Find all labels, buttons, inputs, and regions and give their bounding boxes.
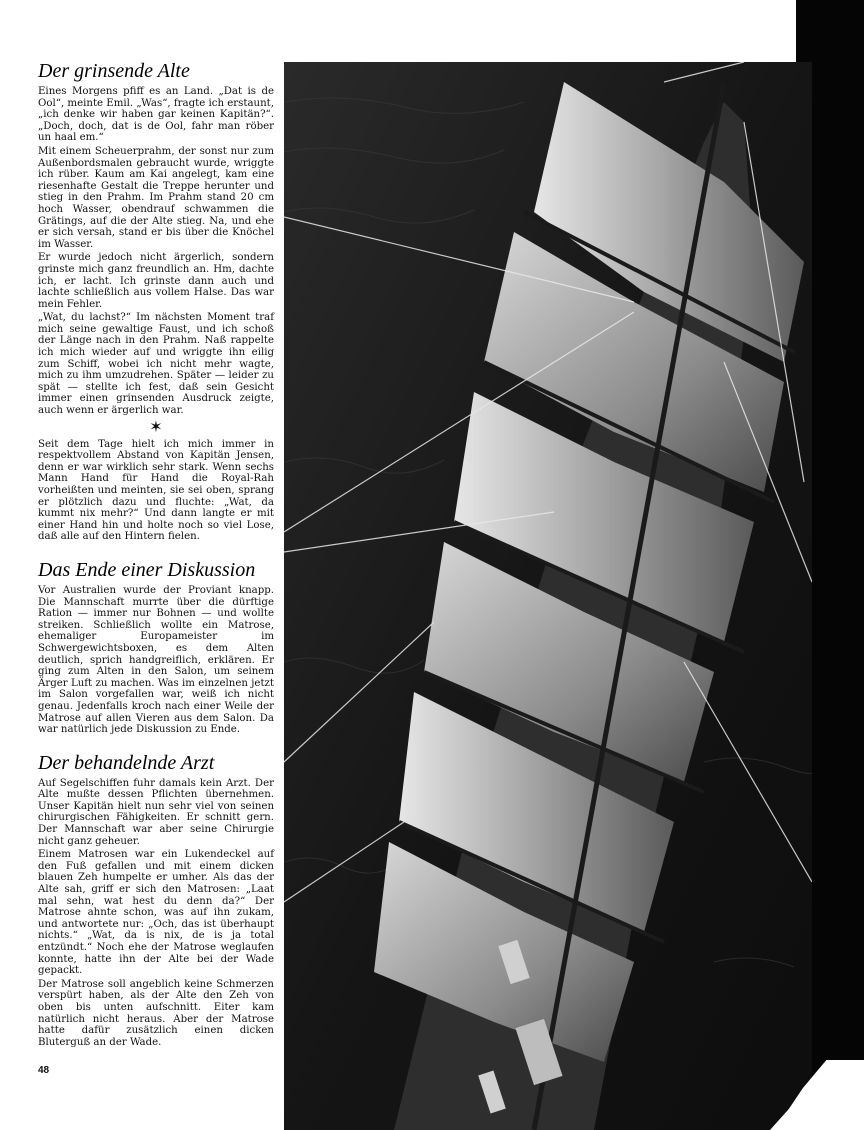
paragraph: Seit dem Tage hielt ich mich immer in respektvollem Abstand von Kapitän Jensen, denn er war wirklich sehr stark. Wenn sechs Mann Hand für Hand die Royal-Rah vorheißten und meinten, sie sei oben, sprang er plötzlich dazu und fluchte: „Wat, da kummt nix mehr?“ Und dann langte er mit einer Hand hin und holte noch so viel Lose, daß alle auf den Hintern fielen.: [38, 438, 274, 543]
paragraph: Mit einem Scheuerprahm, der sonst nur zum Außenbordsmalen gebraucht wurde, wriggte ich rüber. Kaum am Kai angelegt, kam eine riesenhafte Gestalt die Treppe herunter und stieg in den Prahm. Im Prahm stand 20 cm hoch Wasser, obendrauf schwammen die Grätings, auf die der Alte stieg. Na, und ehe er sich versah, stand er bis über die Knöchel im Wasser.: [38, 145, 274, 250]
paragraph: Einem Matrosen war ein Lukendeckel auf den Fuß gefallen und mit einem dicken blauen Zeh humpelte er umher. Als das der Alte sah, griff er sich den Matrosen: „Laat mal sehn, wat hest du denn da?“ Der Matrose ahnte schon, was auf ihn zukam, und antwortete nur: „Och, das ist überhaupt nichts.“ „Wat, da is nix, de is ja total entzündt.“ Noch ehe der Matrose weglaufen konnte, hatte ihn der Alte bei der Wade gepackt.: [38, 849, 274, 977]
ship-illustration: [284, 62, 812, 1130]
sailing-ship-photo: [284, 62, 812, 1130]
section-der-behandelnde-arzt: [38, 752, 274, 1049]
paragraph: Er wurde jedoch nicht ärgerlich, sondern grinste mich ganz freundlich an. Hm, dachte ich, er lacht. Ich grinste dann auch und lachte schließlich aus vollem Halse. Das war mein Fehler.: [38, 252, 274, 310]
paragraph: Eines Morgens pfiff es an Land. „Dat is de Ool“, meinte Emil. „Was“, fragte ich erstaunt, „ich denke wir haben gar keinen Kapitän?“. „Doch, doch, dat is de Ool, fahr man röber un haal em.“: [38, 86, 274, 144]
text-column: [38, 60, 274, 1064]
paragraph: Auf Segelschiffen fuhr damals kein Arzt. Der Alte mußte dessen Pflichten übernehmen. Unser Kapitän hielt nun sehr viel von seinen chirurgischen Fähigkeiten. Er schnitt gern. Der Mannschaft war aber seine Chirurgie nicht ganz geheuer.: [38, 777, 274, 847]
paragraph: Der Matrose soll angeblich keine Schmerzen verspürt haben, als der Alte den Zeh von oben bis unten aufschnitt. Eiter kam natürlich nicht heraus. Aber der Matrose hatte dafür zusätzlich einen dicken Bluterguß an der Wade.: [38, 978, 274, 1048]
section-das-ende-einer-diskussion: [38, 559, 274, 736]
page-number: 48: [38, 1065, 50, 1076]
section-der-grinsende-alte: [38, 60, 274, 543]
paragraph: Vor Australien wurde der Proviant knapp. Die Mannschaft murrte über die dürftige Ration — immer nur Bohnen — und wollte streiken. Schließlich wollte ein Matrose, ehemaliger Europameister im Schwergewichtsboxen, es dem Alten deutlich, sprich handgreiflich, erklären. Er ging zum Alten in den Salon, um seinem Ärger Luft zu machen. Was im einzelnen jetzt im Salon vorgefallen war, weiß ich nicht genau. Jedenfalls kroch nach einer Weile der Matrose auf allen Vieren aus dem Salon. Da war natürlich jede Diskussion zu Ende.: [38, 584, 274, 736]
section-title: Das Ende einer Diskussion: [38, 558, 256, 581]
section-title: Der grinsende Alte: [38, 60, 190, 82]
paragraph: „Wat, du lachst?“ Im nächsten Moment traf mich seine gewaltige Faust, und ich schoß der Länge nach in den Prahm. Naß rappelte ich mich wieder auf und wriggte ihn eilig zum Schiff, wobei ich nicht mehr wagte, mich zu ihm umzudrehen. Später — leider zu spät — stellte ich fest, daß sein Gesicht immer einen grinsenden Ausdruck zeigte, auch wenn er ärgerlich war.: [38, 312, 274, 417]
section-title: Der behandelnde Arzt: [38, 751, 215, 774]
section-separator: ✶: [149, 416, 163, 436]
